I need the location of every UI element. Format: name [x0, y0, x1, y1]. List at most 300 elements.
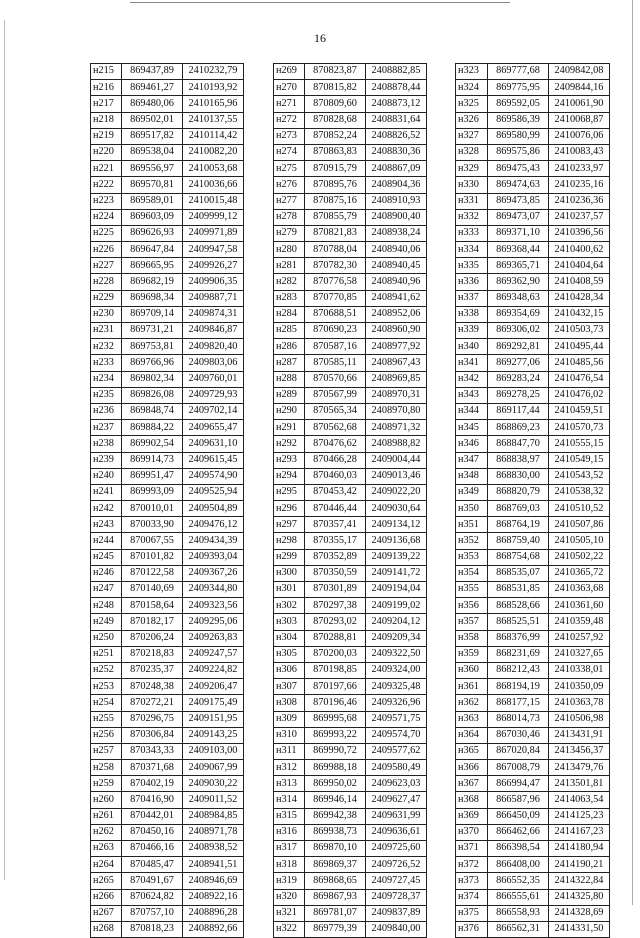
table-row [274, 420, 427, 436]
coord-y-cell: 2410232,79 [183, 64, 244, 80]
coord-y-cell: 2410408,59 [549, 274, 610, 290]
point-id-cell: н326 [456, 112, 488, 128]
point-id-cell: н270 [274, 80, 305, 96]
coord-y-cell: 2414167,23 [549, 824, 610, 840]
point-id-cell: н220 [91, 144, 122, 160]
coord-x-cell: 869995,68 [305, 711, 366, 727]
coord-x-cell: 868212,43 [488, 662, 549, 678]
coord-y-cell: 2409067,99 [183, 760, 244, 776]
table-row [456, 501, 610, 517]
point-id-cell: н254 [91, 695, 122, 711]
point-id-cell: н373 [456, 873, 488, 889]
point-id-cell: н339 [456, 323, 488, 339]
point-id-cell: н302 [274, 598, 305, 614]
coord-x-cell: 870196,46 [305, 695, 366, 711]
point-id-cell: н272 [274, 112, 305, 128]
point-id-cell: н267 [91, 905, 122, 921]
point-id-cell: н350 [456, 501, 488, 517]
coord-y-cell: 2409143,25 [183, 727, 244, 743]
point-id-cell: н278 [274, 209, 305, 225]
coord-x-cell: 869277,06 [488, 355, 549, 371]
table-row [91, 582, 244, 598]
coord-x-cell: 869538,04 [122, 144, 183, 160]
point-id-cell: н334 [456, 242, 488, 258]
point-id-cell: н348 [456, 468, 488, 484]
point-id-cell: н307 [274, 679, 305, 695]
point-id-cell: н292 [274, 436, 305, 452]
coord-x-cell: 870875,16 [305, 193, 366, 209]
coord-x-cell: 869990,72 [305, 743, 366, 759]
table-row [91, 549, 244, 565]
coord-y-cell: 2408940,45 [366, 258, 427, 274]
table-row [274, 242, 427, 258]
coord-x-cell: 868535,07 [488, 565, 549, 581]
table-row [91, 436, 244, 452]
coord-x-cell: 868847,70 [488, 436, 549, 452]
table-row [91, 64, 244, 80]
table-row [456, 371, 610, 387]
coord-x-cell: 869775,95 [488, 80, 549, 96]
coord-y-cell: 2409906,35 [183, 274, 244, 290]
coord-x-cell: 869371,10 [488, 225, 549, 241]
coord-y-cell: 2409004,44 [366, 452, 427, 468]
coord-x-cell: 869647,84 [122, 242, 183, 258]
coord-y-cell: 2409344,80 [183, 582, 244, 598]
point-id-cell: н273 [274, 128, 305, 144]
point-id-cell: н367 [456, 776, 488, 792]
table-row [91, 112, 244, 128]
table-row [274, 841, 427, 857]
table-row [91, 225, 244, 241]
coord-y-cell: 2410233,97 [549, 161, 610, 177]
point-id-cell: н317 [274, 841, 305, 857]
point-id-cell: н312 [274, 760, 305, 776]
coord-y-cell: 2409760,01 [183, 371, 244, 387]
point-id-cell: н256 [91, 727, 122, 743]
point-id-cell: н333 [456, 225, 488, 241]
coord-y-cell: 2408938,52 [183, 841, 244, 857]
point-id-cell: н226 [91, 242, 122, 258]
table-row [274, 339, 427, 355]
coord-x-cell: 869348,63 [488, 290, 549, 306]
coord-y-cell: 2409326,96 [366, 695, 427, 711]
table-row [456, 177, 610, 193]
point-id-cell: н235 [91, 387, 122, 403]
coord-y-cell: 2414063,54 [549, 792, 610, 808]
coord-y-cell: 2409136,68 [366, 533, 427, 549]
coord-y-cell: 2409926,27 [183, 258, 244, 274]
table-row [91, 873, 244, 889]
coord-x-cell: 869848,74 [122, 403, 183, 419]
point-id-cell: н376 [456, 921, 488, 937]
point-id-cell: н293 [274, 452, 305, 468]
point-id-cell: н277 [274, 193, 305, 209]
table-row [91, 646, 244, 662]
table-row [274, 695, 427, 711]
coord-y-cell: 2408904,36 [366, 177, 427, 193]
coord-y-cell: 2414322,84 [549, 873, 610, 889]
coord-x-cell: 869868,65 [305, 873, 366, 889]
point-id-cell: н343 [456, 387, 488, 403]
coord-y-cell: 2413479,76 [549, 760, 610, 776]
table-row [91, 420, 244, 436]
coord-y-cell: 2408970,31 [366, 387, 427, 403]
coord-x-cell: 869306,02 [488, 323, 549, 339]
coord-x-cell: 870206,24 [122, 630, 183, 646]
coord-x-cell: 870818,23 [122, 921, 183, 937]
point-id-cell: н243 [91, 517, 122, 533]
point-id-cell: н338 [456, 306, 488, 322]
point-id-cell: н255 [91, 711, 122, 727]
coord-y-cell: 2410327,65 [549, 646, 610, 662]
coord-y-cell: 2409842,08 [549, 64, 610, 80]
coord-y-cell: 2414180,94 [549, 841, 610, 857]
table-row [91, 323, 244, 339]
coord-x-cell: 870688,51 [305, 306, 366, 322]
coord-y-cell: 2410361,60 [549, 598, 610, 614]
table-row [456, 323, 610, 339]
coord-x-cell: 868531,85 [488, 582, 549, 598]
point-id-cell: н368 [456, 792, 488, 808]
point-id-cell: н231 [91, 323, 122, 339]
coord-x-cell: 869731,21 [122, 323, 183, 339]
coord-y-cell: 2410495,44 [549, 339, 610, 355]
table-row [274, 484, 427, 500]
table-row [91, 258, 244, 274]
coord-x-cell: 870585,11 [305, 355, 366, 371]
point-id-cell: н321 [274, 905, 305, 921]
table-row [456, 824, 610, 840]
coord-x-cell: 870288,81 [305, 630, 366, 646]
point-id-cell: н370 [456, 824, 488, 840]
table-row [91, 306, 244, 322]
table-row [456, 662, 610, 678]
coord-y-cell: 2414328,69 [549, 905, 610, 921]
coord-x-cell: 870587,16 [305, 339, 366, 355]
coord-x-cell: 870757,10 [122, 905, 183, 921]
coord-y-cell: 2408830,36 [366, 144, 427, 160]
coord-x-cell: 866587,96 [488, 792, 549, 808]
point-id-cell: н221 [91, 161, 122, 177]
coord-x-cell: 869826,08 [122, 387, 183, 403]
coord-x-cell: 869580,99 [488, 128, 549, 144]
point-id-cell: н217 [91, 96, 122, 112]
table-row [274, 161, 427, 177]
coord-x-cell: 870821,83 [305, 225, 366, 241]
point-id-cell: н305 [274, 646, 305, 662]
point-id-cell: н262 [91, 824, 122, 840]
coord-y-cell: 2410359,48 [549, 614, 610, 630]
coord-x-cell: 870296,75 [122, 711, 183, 727]
coord-y-cell: 2410506,98 [549, 711, 610, 727]
point-id-cell: н351 [456, 517, 488, 533]
point-id-cell: н224 [91, 209, 122, 225]
page-top-rule [130, 2, 510, 3]
point-id-cell: н290 [274, 403, 305, 419]
point-id-cell: н330 [456, 177, 488, 193]
coord-x-cell: 870416,90 [122, 792, 183, 808]
table-row [456, 646, 610, 662]
coord-y-cell: 2409199,02 [366, 598, 427, 614]
coord-y-cell: 2410363,68 [549, 582, 610, 598]
coord-x-cell: 868754,68 [488, 549, 549, 565]
coord-y-cell: 2409820,40 [183, 339, 244, 355]
coord-x-cell: 867008,79 [488, 760, 549, 776]
coord-x-cell: 870466,28 [305, 452, 366, 468]
table-row [456, 290, 610, 306]
point-id-cell: н233 [91, 355, 122, 371]
coord-y-cell: 2410400,62 [549, 242, 610, 258]
table-row [91, 501, 244, 517]
table-row [456, 808, 610, 824]
point-id-cell: н372 [456, 857, 488, 873]
coord-x-cell: 870067,55 [122, 533, 183, 549]
coord-y-cell: 2409224,82 [183, 662, 244, 678]
point-id-cell: н265 [91, 873, 122, 889]
coord-x-cell: 870450,16 [122, 824, 183, 840]
coord-x-cell: 868231,69 [488, 646, 549, 662]
table-row [456, 630, 610, 646]
table-row [456, 484, 610, 500]
coord-y-cell: 2410053,68 [183, 161, 244, 177]
table-row [91, 792, 244, 808]
coord-y-cell: 2409209,34 [366, 630, 427, 646]
table-row [274, 274, 427, 290]
table-row [91, 484, 244, 500]
table-row [274, 193, 427, 209]
coord-y-cell: 2410193,92 [183, 80, 244, 96]
coord-y-cell: 2410459,51 [549, 403, 610, 419]
point-id-cell: н316 [274, 824, 305, 840]
coord-y-cell: 2409887,71 [183, 290, 244, 306]
coord-y-cell: 2408910,93 [366, 193, 427, 209]
point-id-cell: н361 [456, 679, 488, 695]
point-id-cell: н257 [91, 743, 122, 759]
coord-y-cell: 2409295,06 [183, 614, 244, 630]
point-id-cell: н240 [91, 468, 122, 484]
table-row [274, 727, 427, 743]
coord-x-cell: 869365,71 [488, 258, 549, 274]
coord-x-cell: 868769,03 [488, 501, 549, 517]
point-id-cell: н219 [91, 128, 122, 144]
coord-x-cell: 868014,73 [488, 711, 549, 727]
coord-x-cell: 868830,00 [488, 468, 549, 484]
coord-y-cell: 2410257,92 [549, 630, 610, 646]
coord-y-cell: 2409874,31 [183, 306, 244, 322]
coord-y-cell: 2410114,42 [183, 128, 244, 144]
coord-x-cell: 869938,73 [305, 824, 366, 840]
point-id-cell: н344 [456, 403, 488, 419]
table-row [274, 662, 427, 678]
coord-x-cell: 866552,35 [488, 873, 549, 889]
coord-y-cell: 2408896,28 [183, 905, 244, 921]
coord-x-cell: 866562,31 [488, 921, 549, 937]
coord-y-cell: 2408938,24 [366, 225, 427, 241]
coord-x-cell: 868525,51 [488, 614, 549, 630]
coord-x-cell: 869902,54 [122, 436, 183, 452]
point-id-cell: н304 [274, 630, 305, 646]
coord-x-cell: 870828,68 [305, 112, 366, 128]
table-row [274, 630, 427, 646]
table-row [274, 711, 427, 727]
coord-y-cell: 2409151,95 [183, 711, 244, 727]
point-id-cell: н225 [91, 225, 122, 241]
coord-x-cell: 869698,34 [122, 290, 183, 306]
point-id-cell: н234 [91, 371, 122, 387]
coord-x-cell: 869914,73 [122, 452, 183, 468]
table-row [274, 565, 427, 581]
coord-y-cell: 2409030,22 [183, 776, 244, 792]
coord-y-cell: 2410165,96 [183, 96, 244, 112]
point-id-cell: н322 [274, 921, 305, 937]
table-row [456, 64, 610, 80]
coord-x-cell: 869867,93 [305, 889, 366, 905]
coord-x-cell: 869474,63 [488, 177, 549, 193]
table-row [274, 387, 427, 403]
coord-y-cell: 2410555,15 [549, 436, 610, 452]
table-row [274, 614, 427, 630]
coord-x-cell: 870010,01 [122, 501, 183, 517]
point-id-cell: н268 [91, 921, 122, 937]
coord-y-cell: 2409263,83 [183, 630, 244, 646]
table-row [91, 452, 244, 468]
table-row [456, 792, 610, 808]
coord-x-cell: 870442,01 [122, 808, 183, 824]
coord-x-cell: 870140,69 [122, 582, 183, 598]
coord-y-cell: 2409323,56 [183, 598, 244, 614]
coord-x-cell: 870355,17 [305, 533, 366, 549]
coord-y-cell: 2409434,39 [183, 533, 244, 549]
point-id-cell: н283 [274, 290, 305, 306]
point-id-cell: н309 [274, 711, 305, 727]
table-row [456, 96, 610, 112]
point-id-cell: н345 [456, 420, 488, 436]
coord-x-cell: 869556,97 [122, 161, 183, 177]
coord-y-cell: 2408941,51 [183, 857, 244, 873]
coord-y-cell: 2408831,64 [366, 112, 427, 128]
table-row [456, 80, 610, 96]
coord-y-cell: 2409574,70 [366, 727, 427, 743]
table-row [91, 96, 244, 112]
coord-y-cell: 2414190,21 [549, 857, 610, 873]
point-id-cell: н369 [456, 808, 488, 824]
coord-x-cell: 870466,16 [122, 841, 183, 857]
point-id-cell: н227 [91, 258, 122, 274]
coord-x-cell: 870788,04 [305, 242, 366, 258]
point-id-cell: н325 [456, 96, 488, 112]
table-row [456, 242, 610, 258]
coord-y-cell: 2409013,46 [366, 468, 427, 484]
point-id-cell: н359 [456, 646, 488, 662]
table-row [274, 225, 427, 241]
coord-y-cell: 2409623,03 [366, 776, 427, 792]
coord-y-cell: 2410404,64 [549, 258, 610, 274]
point-id-cell: н245 [91, 549, 122, 565]
table-row [274, 776, 427, 792]
point-id-cell: н285 [274, 323, 305, 339]
coord-x-cell: 869461,27 [122, 80, 183, 96]
coord-x-cell: 869368,44 [488, 242, 549, 258]
point-id-cell: н281 [274, 258, 305, 274]
table-row [91, 776, 244, 792]
coord-x-cell: 869779,39 [305, 921, 366, 937]
table-row [456, 517, 610, 533]
coord-x-cell: 868177,15 [488, 695, 549, 711]
coord-x-cell: 870453,42 [305, 484, 366, 500]
table-row [274, 306, 427, 322]
point-id-cell: н284 [274, 306, 305, 322]
coord-y-cell: 2408873,12 [366, 96, 427, 112]
coord-y-cell: 2409627,47 [366, 792, 427, 808]
coord-y-cell: 2410543,52 [549, 468, 610, 484]
table-row [91, 144, 244, 160]
coord-y-cell: 2414331,50 [549, 921, 610, 937]
coord-x-cell: 866558,93 [488, 905, 549, 921]
table-row [91, 598, 244, 614]
table-row [91, 339, 244, 355]
table-row [91, 841, 244, 857]
coord-x-cell: 869869,37 [305, 857, 366, 873]
coord-y-cell: 2408941,62 [366, 290, 427, 306]
point-id-cell: н261 [91, 808, 122, 824]
point-id-cell: н264 [91, 857, 122, 873]
coord-x-cell: 866450,09 [488, 808, 549, 824]
point-id-cell: н342 [456, 371, 488, 387]
table-row [274, 549, 427, 565]
point-id-cell: н296 [274, 501, 305, 517]
table-row [91, 517, 244, 533]
point-id-cell: н324 [456, 80, 488, 96]
coord-y-cell: 2410236,36 [549, 193, 610, 209]
table-row [456, 614, 610, 630]
coord-x-cell: 869592,05 [488, 96, 549, 112]
coord-x-cell: 868869,23 [488, 420, 549, 436]
table-row [274, 64, 427, 80]
point-id-cell: н320 [274, 889, 305, 905]
point-id-cell: н229 [91, 290, 122, 306]
table-row [456, 161, 610, 177]
coord-x-cell: 869766,96 [122, 355, 183, 371]
point-id-cell: н365 [456, 743, 488, 759]
point-id-cell: н291 [274, 420, 305, 436]
coord-y-cell: 2410036,66 [183, 177, 244, 193]
table-row [274, 371, 427, 387]
coord-x-cell: 870197,66 [305, 679, 366, 695]
coord-x-cell: 870350,59 [305, 565, 366, 581]
table-row [456, 193, 610, 209]
point-id-cell: н303 [274, 614, 305, 630]
coord-x-cell: 868528,66 [488, 598, 549, 614]
point-id-cell: н349 [456, 484, 488, 500]
coord-x-cell: 869709,14 [122, 306, 183, 322]
coord-y-cell: 2410432,15 [549, 306, 610, 322]
point-id-cell: н259 [91, 776, 122, 792]
point-id-cell: н323 [456, 64, 488, 80]
point-id-cell: н228 [91, 274, 122, 290]
point-id-cell: н242 [91, 501, 122, 517]
table-row [274, 452, 427, 468]
coord-x-cell: 870446,44 [305, 501, 366, 517]
table-row [274, 824, 427, 840]
coord-x-cell: 867030,46 [488, 727, 549, 743]
table-row [274, 873, 427, 889]
coord-y-cell: 2408971,78 [183, 824, 244, 840]
point-id-cell: н363 [456, 711, 488, 727]
point-id-cell: н249 [91, 614, 122, 630]
coord-x-cell: 870306,84 [122, 727, 183, 743]
table-row [456, 760, 610, 776]
coord-x-cell: 870357,41 [305, 517, 366, 533]
